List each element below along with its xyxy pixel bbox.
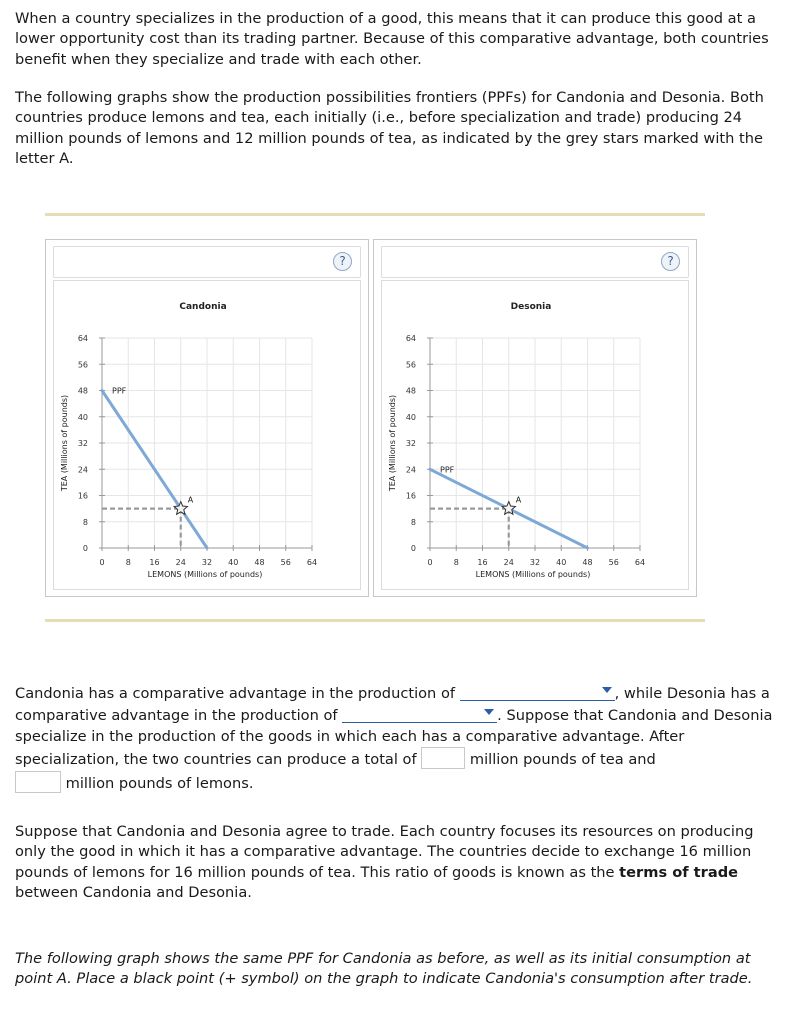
bottom-divider bbox=[45, 619, 705, 622]
terms-of-trade-paragraph bbox=[15, 822, 780, 903]
x-tick-label: 8 bbox=[125, 558, 131, 567]
x-tick-label: 32 bbox=[201, 558, 213, 567]
top-divider bbox=[45, 213, 705, 216]
y-tick-label: 24 bbox=[77, 465, 88, 475]
x-axis-label: LEMONS (Millions of pounds) bbox=[147, 570, 263, 579]
x-tick-label: 64 bbox=[634, 558, 646, 567]
x-tick-label: 16 bbox=[149, 558, 160, 567]
question-text-1: Candonia has a comparative advantage in the production of bbox=[15, 685, 456, 702]
x-tick-label: 24 bbox=[175, 558, 186, 567]
y-tick-label: 48 bbox=[77, 386, 88, 396]
ppf-label: PPF bbox=[440, 465, 455, 475]
intro-paragraph-1: When a country specializes in the production of a good, this means that it can produce this good at a lower opportunity cost than its trading partner. Because of this comparative advantage, both countries benefit when they specialize and trade with each other. bbox=[15, 10, 769, 68]
ppf-label: PPF bbox=[112, 386, 127, 396]
panel-header bbox=[381, 246, 689, 278]
x-tick-label: 64 bbox=[306, 558, 318, 567]
instruction-paragraph: The following graph shows the same PPF for Candonia as before, as well as its initial consumption at point A. Place a black point (+ symbol) on the graph to indicate Candonia's consumption after trade. bbox=[15, 950, 753, 988]
panel-header bbox=[53, 246, 361, 278]
desonia-graph-panel bbox=[373, 239, 697, 597]
x-tick-label: 56 bbox=[280, 558, 291, 567]
desonia-ppf-chart[interactable] bbox=[382, 281, 688, 589]
x-tick-label: 24 bbox=[503, 558, 514, 567]
x-tick-label: 48 bbox=[582, 558, 593, 567]
y-tick-label: 32 bbox=[405, 439, 416, 448]
graph-area[interactable] bbox=[381, 280, 689, 590]
trade-text-1: Suppose that Candonia and Desonia agree to trade. Each country focuses its resources on producing only the good in which it has a comparative advantage. The countries decide to exchange 16 million pounds of lemons for 16 million pounds of tea. This ratio of goods is known as the bbox=[15, 823, 754, 881]
x-tick-label: 40 bbox=[556, 558, 567, 567]
y-tick-label: 56 bbox=[405, 360, 416, 370]
y-tick-label: 56 bbox=[77, 360, 88, 370]
good-dropdown-desonia[interactable] bbox=[342, 705, 497, 723]
y-tick-label: 64 bbox=[77, 334, 88, 343]
y-tick-label: 64 bbox=[405, 334, 416, 343]
chevron-down-icon bbox=[602, 687, 612, 693]
x-tick-label: 40 bbox=[228, 558, 239, 567]
point-label: A bbox=[515, 495, 522, 505]
x-tick-label: 56 bbox=[608, 558, 619, 567]
trade-text-2: between Candonia and Desonia. bbox=[15, 883, 252, 901]
graph-area[interactable] bbox=[53, 280, 361, 590]
comparative-advantage-question bbox=[15, 683, 780, 795]
x-tick-label: 0 bbox=[427, 558, 433, 567]
x-tick-label: 32 bbox=[529, 558, 541, 567]
question-text-5: million pounds of lemons. bbox=[65, 775, 254, 793]
y-tick-label: 0 bbox=[82, 544, 88, 553]
candonia-ppf-chart[interactable] bbox=[54, 281, 360, 589]
y-tick-label: 8 bbox=[410, 517, 416, 527]
y-tick-label: 32 bbox=[77, 439, 88, 448]
x-tick-label: 16 bbox=[477, 558, 488, 567]
y-axis-label: TEA (Millions of pounds) bbox=[388, 394, 397, 492]
question-text-4: million pounds of tea and bbox=[469, 751, 656, 769]
intro-paragraph-2: The following graphs show the production possibilities frontiers (PPFs) for Candonia and Desonia. Both countries produce lemons and tea, each initially (i.e., before specialization and trade) producing 24 million pounds of lemons and 12 million pounds of tea, as indicated by the grey stars marked with the letter A. bbox=[15, 89, 764, 167]
candonia-graph-panel bbox=[45, 239, 369, 597]
x-tick-label: 48 bbox=[254, 558, 265, 567]
x-axis-label: LEMONS (Millions of pounds) bbox=[475, 570, 591, 579]
question-text-3: . Suppose that Candonia and Desonia specialize in the production of the goods in which each has a comparative advantage. After specialization, the two countries can produce a total of bbox=[15, 706, 773, 769]
y-tick-label: 8 bbox=[82, 517, 88, 527]
y-tick-label: 48 bbox=[405, 386, 416, 396]
tea-total-input[interactable] bbox=[421, 747, 465, 769]
y-tick-label: 0 bbox=[410, 544, 416, 553]
y-tick-label: 16 bbox=[77, 491, 88, 501]
good-dropdown-candonia[interactable] bbox=[460, 683, 615, 701]
chevron-down-icon bbox=[484, 709, 494, 715]
question-text-2: , while Desonia has a comparative advantage in the production of bbox=[15, 685, 770, 724]
lemons-total-input[interactable] bbox=[15, 771, 61, 793]
y-tick-label: 40 bbox=[405, 412, 416, 422]
help-icon[interactable]: ? bbox=[661, 252, 680, 271]
point-label: A bbox=[187, 495, 194, 505]
y-axis-label: TEA (Millions of pounds) bbox=[60, 394, 69, 492]
y-tick-label: 24 bbox=[405, 465, 416, 475]
x-tick-label: 0 bbox=[99, 558, 105, 567]
chart-title: Candonia bbox=[179, 302, 227, 312]
chart-title: Desonia bbox=[510, 302, 552, 312]
terms-of-trade-term: terms of trade bbox=[619, 863, 739, 881]
y-tick-label: 16 bbox=[405, 491, 416, 501]
help-icon[interactable]: ? bbox=[333, 252, 352, 271]
y-tick-label: 40 bbox=[77, 412, 88, 422]
x-tick-label: 8 bbox=[453, 558, 459, 567]
